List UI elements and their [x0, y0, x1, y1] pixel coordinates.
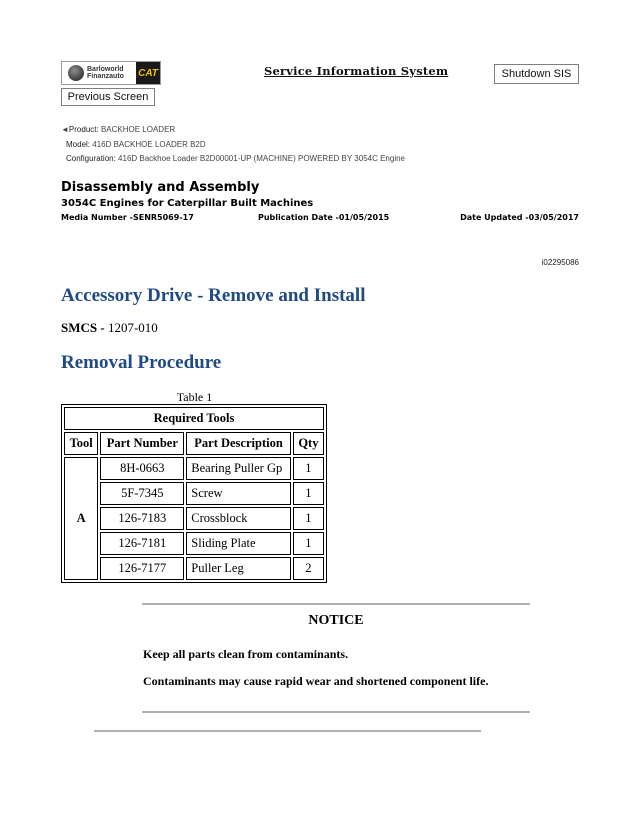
- table-row: [64, 507, 324, 530]
- table-caption: Table 1: [176, 390, 213, 404]
- table-title: Required Tools: [64, 407, 324, 430]
- part-number: 126-7177: [100, 557, 184, 580]
- document-title: Disassembly and Assembly: [61, 180, 260, 195]
- document-subtitle: 3054C Engines for Caterpillar Built Machines: [61, 198, 314, 209]
- table-row: [64, 557, 324, 580]
- section-divider: [94, 730, 481, 732]
- cat-logo: CAT: [136, 62, 160, 84]
- dealer-name: Barloworld Finanzauto: [87, 66, 124, 80]
- publication-date: Publication Date -01/05/2015: [258, 213, 390, 222]
- notice-line-2: Contaminants may cause rapid wear and shortened component life.: [143, 674, 489, 688]
- notice-title: NOTICE: [308, 613, 364, 628]
- dealer-logo: [61, 61, 161, 85]
- model-line: Model: 416D BACKHOE LOADER B2D: [66, 140, 206, 149]
- table-row: [64, 532, 324, 555]
- part-description: Screw: [186, 482, 290, 505]
- table-row: [64, 457, 324, 480]
- smcs-code: SMCS - 1207-010: [61, 320, 158, 335]
- column-header: Part Number: [100, 432, 184, 455]
- part-description: Sliding Plate: [186, 532, 290, 555]
- column-header: Qty: [293, 432, 324, 455]
- app-title: Service Information System: [264, 64, 449, 78]
- column-header: Tool: [64, 432, 98, 455]
- globe-icon: [68, 65, 84, 81]
- media-number: Media Number -SENR5069-17: [61, 213, 194, 222]
- shutdown-button[interactable]: Shutdown SIS: [494, 64, 579, 84]
- document-id: i02295086: [541, 258, 579, 267]
- part-qty: 2: [293, 557, 324, 580]
- column-header: Part Description: [186, 432, 290, 455]
- part-description: Puller Leg: [186, 557, 290, 580]
- notice-line-1: Keep all parts clean from contaminants.: [143, 647, 349, 661]
- part-number: 5F-7345: [100, 482, 184, 505]
- part-description: Bearing Puller Gp: [186, 457, 290, 480]
- section-heading: Removal Procedure: [61, 352, 222, 373]
- part-qty: 1: [293, 532, 324, 555]
- part-description: Crossblock: [186, 507, 290, 530]
- bullet-icon: ◄: [61, 125, 69, 134]
- part-number: 8H-0663: [100, 457, 184, 480]
- previous-screen-button[interactable]: Previous Screen: [61, 88, 155, 106]
- part-qty: 1: [293, 457, 324, 480]
- page-heading: Accessory Drive - Remove and Install: [61, 285, 366, 306]
- notice-bottom-divider: [142, 711, 530, 713]
- product-line: ◄Product: BACKHOE LOADER: [61, 125, 176, 134]
- part-qty: 1: [293, 482, 324, 505]
- required-tools-table: [61, 404, 327, 583]
- part-qty: 1: [293, 507, 324, 530]
- configuration-line: Configuration: 416D Backhoe Loader B2D00001-UP (MACHINE) POWERED BY 3054C Engine: [66, 154, 406, 163]
- tool-letter: A: [64, 457, 98, 580]
- part-number: 126-7181: [100, 532, 184, 555]
- date-updated: Date Updated -03/05/2017: [460, 213, 579, 222]
- part-number: 126-7183: [100, 507, 184, 530]
- table-row: [64, 482, 324, 505]
- notice-top-divider: [142, 603, 530, 605]
